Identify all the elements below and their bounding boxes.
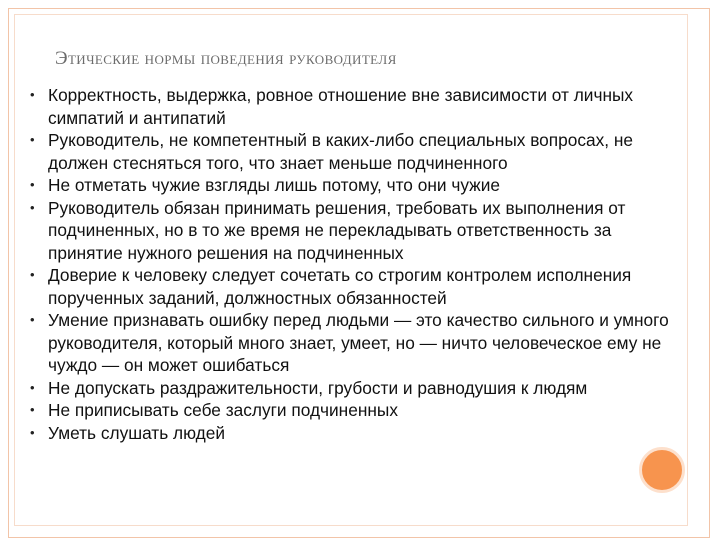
bullet-icon: •	[30, 132, 35, 147]
list-item	[30, 422, 670, 445]
bullet-icon: •	[30, 87, 35, 102]
list-item	[30, 309, 670, 377]
list-item-text: Не отметать чужие взгляды лишь потому, что они чужие	[48, 175, 500, 195]
list-item-text: Не допускать раздражительности, грубости и равнодушия к людям	[48, 377, 588, 398]
bullet-icon: •	[30, 267, 35, 282]
list-item-text: Не приписывать себе заслуги подчиненных	[48, 400, 398, 420]
list-item	[30, 399, 670, 422]
list-item-text: Доверие к человеку следует сочетать со строгим контролем исполнения порученных заданий, должностных обязанностей	[48, 265, 632, 308]
decorative-circle	[639, 447, 685, 493]
list-item	[30, 129, 670, 174]
list-item-text: Умение признавать ошибку перед людьми — это качество сильного и умного руководителя, который много знает, умеет, но — ничто человеческое ему не чуждо — он может ошибаться	[48, 310, 669, 375]
list-item	[30, 197, 670, 265]
list-item-text: Корректность, выдержка, ровное отношение вне зависимости от личных симпатий и антипатий	[48, 85, 634, 128]
bullet-icon: •	[30, 177, 35, 192]
list-item	[30, 84, 670, 129]
list-item-text: Руководитель обязан принимать решения, требовать их выполнения от подчиненных, но в то же время не перекладывать ответственность за принятие нужного решения на подчиненных	[48, 197, 626, 263]
list-item	[30, 377, 670, 400]
bullet-icon: •	[30, 379, 35, 395]
bullet-icon: •	[30, 402, 35, 417]
list-item-text: Уметь слушать людей	[48, 422, 226, 443]
list-item-text: Руководитель, не компетентный в каких-либо специальных вопросах, не должен стесняться того, что знает меньше подчиненного	[48, 130, 634, 173]
list-item	[30, 264, 670, 309]
bullet-icon: •	[30, 312, 35, 327]
slide-title: Этические нормы поведения руководителя	[55, 48, 397, 69]
bullet-list	[30, 84, 670, 444]
bullet-icon: •	[30, 424, 35, 440]
bullet-icon: •	[30, 199, 35, 215]
list-item	[30, 174, 670, 197]
